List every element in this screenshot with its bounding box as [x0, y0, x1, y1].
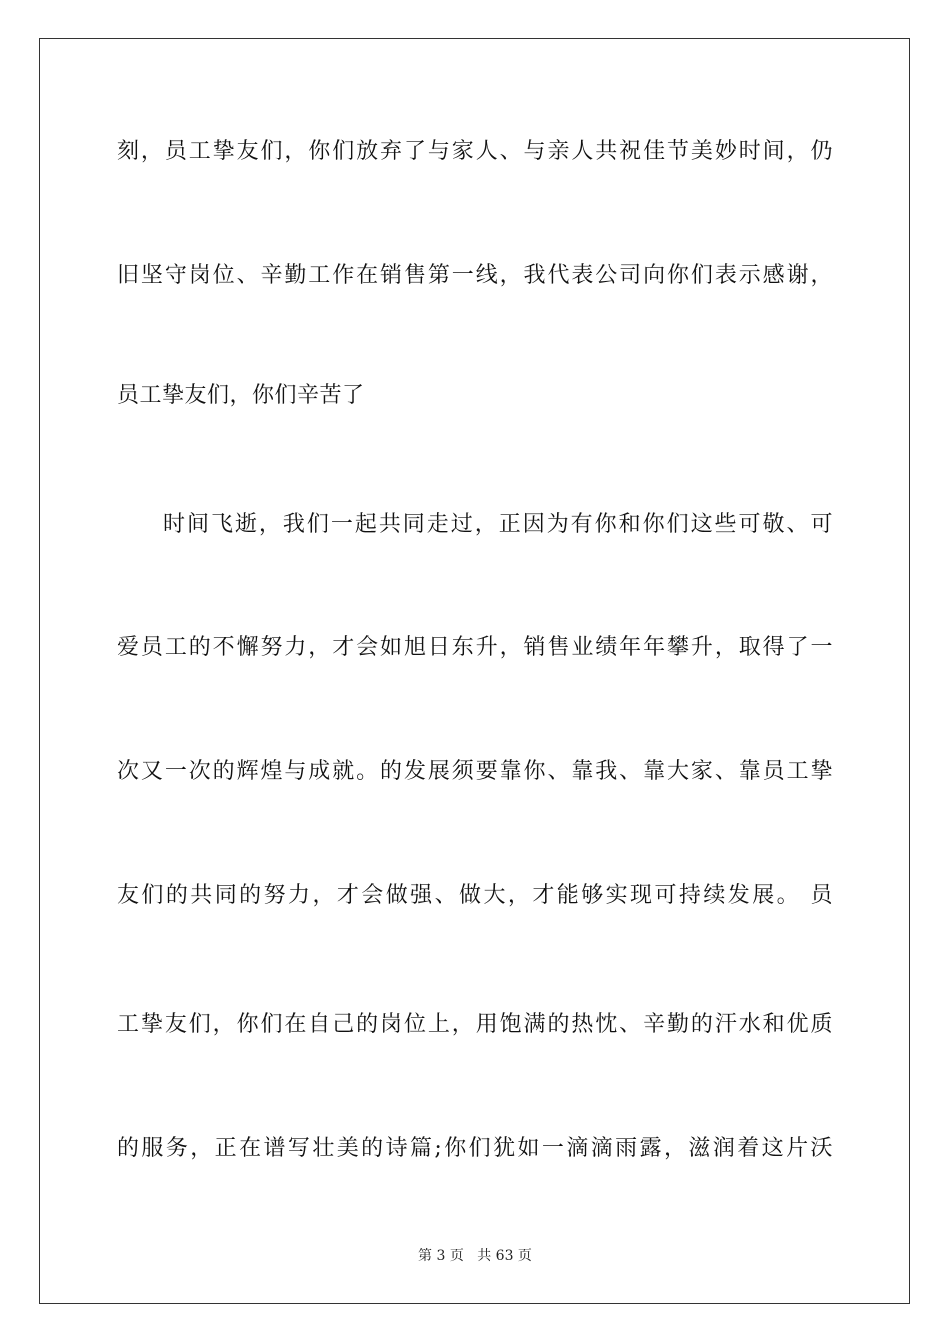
- body-text-line-1: 刻，员工挚友们，你们放弃了与家人、与亲人共祝佳节美妙时间，仍: [117, 139, 833, 164]
- body-text-line-9: 的服务，正在谱写壮美的诗篇;你们犹如一滴滴雨露，滋润着这片沃: [117, 1136, 833, 1161]
- body-text-line-7: 友们的共同的努力，才会做强、做大，才能够实现可持续发展。 员: [117, 883, 833, 908]
- body-text-line-5: 爱员工的不懈努力，才会如旭日东升，销售业绩年年攀升，取得了一: [117, 635, 833, 660]
- body-text-line-2: 旧坚守岗位、辛勤工作在销售第一线，我代表公司向你们表示感谢，: [117, 263, 833, 288]
- body-text-line-6: 次又一次的辉煌与成就。的发展须要靠你、靠我、靠大家、靠员工挚: [117, 759, 833, 784]
- paragraph-first-line: 时间飞逝，我们一起共同走过，正因为有你和你们这些可敬、可: [163, 512, 833, 537]
- page-number: 第 3 页: [418, 1248, 464, 1264]
- page-total: 共 63 页: [477, 1248, 532, 1264]
- body-text-line-3: 员工挚友们，你们辛苦了: [117, 383, 365, 408]
- body-text-line-8: 工挚友们，你们在自己的岗位上，用饱满的热忱、辛勤的汗水和优质: [117, 1012, 833, 1037]
- page-border: [39, 38, 910, 1304]
- page-footer: [0, 1246, 950, 1266]
